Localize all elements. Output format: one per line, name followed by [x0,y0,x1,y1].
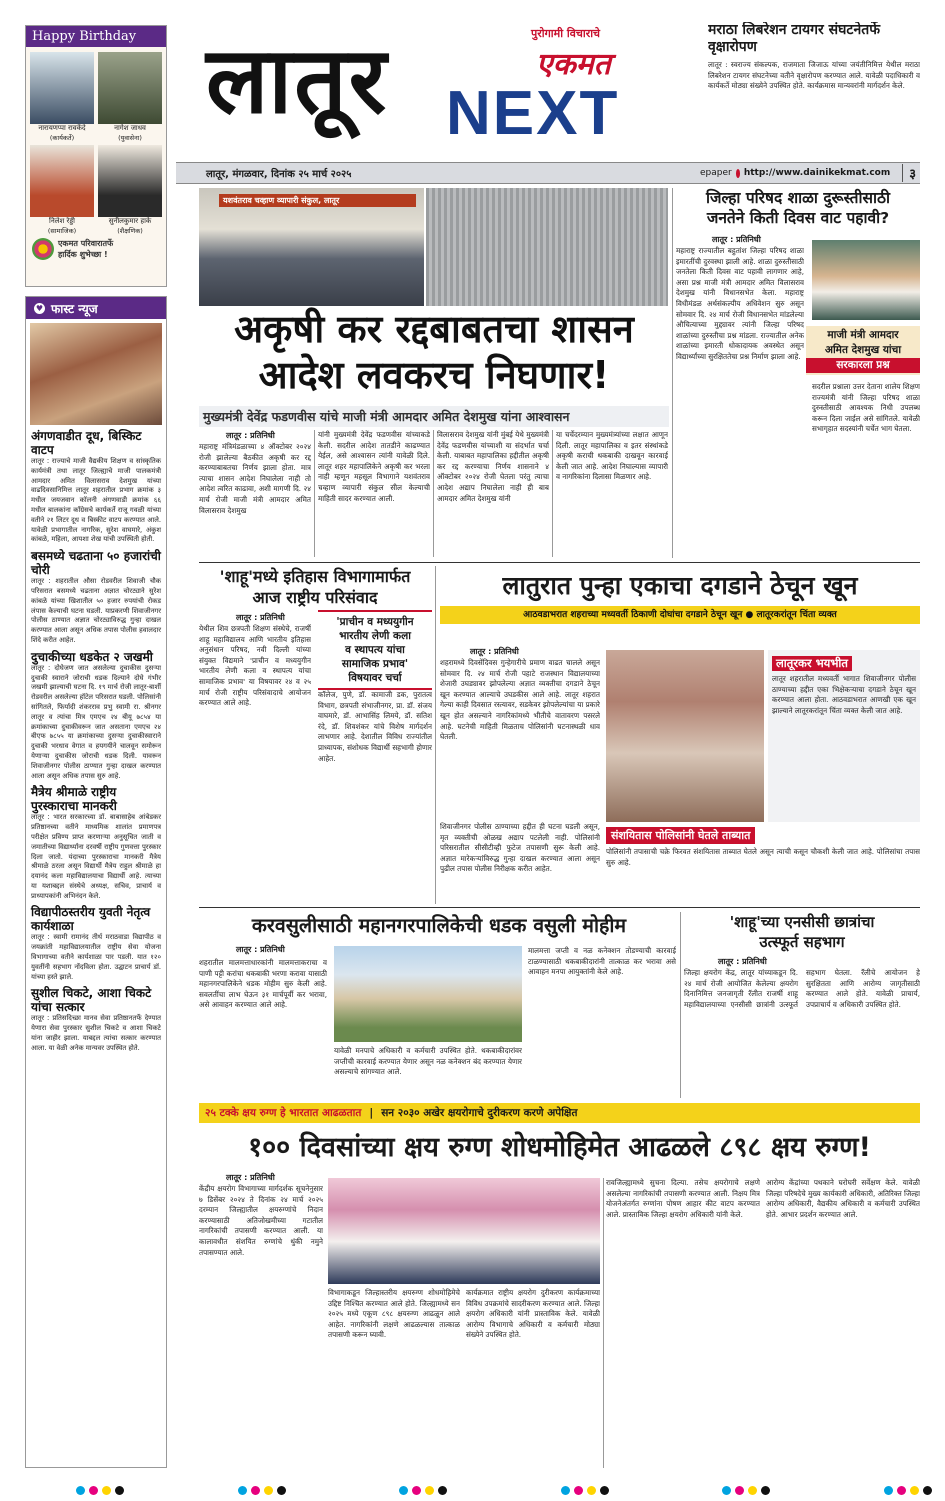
dateline-bar [176,162,700,184]
murder-col-2: शिवाजीनगर पोलीस ठाण्याच्या हद्दीत ही घटना घडली असून, मृत व्यक्तीची ओळख अद्याप पटलेली नाही. पोलिसांनी परिसरातील सीसीटीव्ही फुटेज तपासणी सुरू केली आहे. अज्ञात मारेकऱ्यांविरुद्ध गुन्हा दाखल करण्यात आला असून पुढील तपास पोलीस निरीक्षक करीत आहेत. [440,822,600,874]
birthday-person: निलेश रेड्डी (सामाजिक) [30,145,94,235]
page-number: ३ [902,164,916,182]
tb-col-1: केंद्रीय क्षयरोग विभागाच्या मार्गदर्शक सूचनेनुसार ७ डिसेंबर २०२४ ते दिनांक २४ मार्च २०२५ दरम्यान जिल्ह्यातील क्षयरुग्णांचे निदान करण्यासाठी अतिजोखमीच्या गटातील नागरिकांची तपासणी करण्यात आली. या कालावधीत संशयित रुग्णांचे थुंकी नमुने तपासण्यात आले. [199,1184,323,1257]
fast-news-label-bar [26,297,166,319]
person-photo [30,145,94,217]
birthday-person: नागेश जाधव (युवासेना) [98,52,162,142]
birthday-title: Happy Birthday [26,26,166,47]
person-photo [98,52,162,124]
lead-col-2: यांनी मुख्यमंत्री देवेंद्र फडणवीस यांच्याकडे केली. सदरील आदेश तातडीने काढण्यात येईल, असे आश्वासन त्यांनी यावेळी दिले. लातूर शहर महापालिकेने अकृषी कर भरला नाही म्हणून महसूल विभागाने यशवंतराव चव्हाण व्यापारी संकुल सील केल्याची माहिती सादर करण्यात आली. [318,430,430,503]
epaper-label: epaper [700,168,732,178]
tb-strap [199,1103,920,1123]
person-photo [98,145,162,217]
birthday-box: Happy Birthday नारायणप्पा रावकेंदे (कार्यकर्ते) नागेश जाधव (युवासेना) निलेश रेड्डी (सामाजिक) सुनीलकुमार हाके (शैक्षणिक) एकमत परिवारातर्फे हार्दिक शुभेच्छा ! [25,25,167,287]
masthead [176,22,701,162]
tb-event-photo [328,1178,600,1284]
murder-scene-photo [606,650,764,822]
suspects-box [606,824,920,902]
lead-photo-caption: यशवंतराव चव्हाण व्यापारी संकुल, लातूर [219,194,416,207]
suspects-headline: संशयितास पोलिसांनी घेतले ताब्यात [606,827,755,844]
tb-headline: १०० दिवसांच्या क्षय रुग्ण शोधमोहिमेत आढळले ८९८ क्षय रुग्ण! [248,1132,871,1163]
lead-photo-shop [426,188,668,306]
strap-divider: | [369,1107,374,1119]
lead-byline: लातूर : प्रतिनिधी [226,431,275,440]
ncc-headline: 'शाहू'च्या एनसीसी छात्रांचा उत्स्फूर्त सहभाग [729,913,875,951]
side-box-headline: लातूरकर भयभीत [772,656,852,671]
tax-col-3: मालमत्ता जप्ती व नळ कनेक्शन तोडण्याची कारवाई टाळण्यासाठी थकबाकीदारांनी तात्काळ कर भरावा असे आवाहन मनपा आयुक्तांनी केले आहे. [528,946,676,977]
shahu-seminar-col-2: कॉलेज, पुणे, डॉ. कामाजी डक, पुरातत्व विभाग, छत्रपती संभाजीनगर, प्रा. डॉ. संजय वाघमारे, डॉ. आभासिंह लिमये, डॉ. सतिश रंदे, डॉ. शिवशंकर यांचे विशेष मार्गदर्शन लाभणार आहे. देशातील विविध राज्यांतील प्राध्यापक, संशोधक विद्यार्थी सहभागी होणार आहेत. [318,690,432,763]
masthead-brand: एकमत [536,47,611,82]
fast-news-column [25,296,167,1468]
fast-news-body: लातूर : दोघेजण जात असलेल्या दुचाकीस दुसऱ्या दुचाकी स्वाराने जोराची धडक दिल्याने दोघे गंभीर जखमी झाल्याची घटना दि. १९ मार्च रोजी लातूर-बार्शी रोडवरील असलेल्या हॉटेल परिसरात घडली. पोलिसांनी सांगितले, फिर्यादी शंकरराव प्रभु स्वामी रा. श्रीनगर लातूर व त्यांचा मित्र एमएच २४ बीयू ७८५४ या क्रमांकाच्या दुचाकीवरून जात असताना एमएच २४ बीएफ ७८५५ या क्रमांकाच्या दुसऱ्या दुचाकीस्वाराने दुचाकी भरधाव वेगात व हयगयीने चालवून समोरून येणाऱ्या दुचाकीस जोराची धडक दिली. यावरून शिवाजीनगर पोलीस ठाण्यात गुन्हा दाखल करण्यात आला असून अधिक तपास सुरु आहे. [31,663,161,780]
lead-col-3: विलासराव देशमुख यांनी मुंबई येथे मुख्यमंत्री देवेंद्र फडणवीस यांच्याशी या संदर्भात चर्चा केली. याबाबत महापालिका हद्दीतील अकृषी कर रद्द करण्याचा निर्णय शासनाने ४ ऑक्टोबर २०२४ रोजी घेतला परंतु त्याचा आदेश अद्याप निघालेला नाही ही बाब आमदार अमित देशमुख यांनी [437,430,549,503]
heart-icon: ♥ [35,303,44,313]
zp-body-col-2: सदरील प्रश्नाला उत्तर देताना शालेय शिक्षण राज्यमंत्री यांनी जिल्हा परिषद शाळा दुरुस्तीसाठी आवश्यक निधी उपलब्ध करून दिला जाईल असे सांगितले. यावेळी सभागृहात सदस्यांनी चर्चेत भाग घेतला. [812,382,920,434]
lead-subhead: मुख्यमंत्री देवेंद्र फडणवीस यांचे माजी मंत्री आमदार अमित देशमुख यांना आश्वासन [199,406,669,427]
shahu-seminar-headline: 'शाहू'मध्ये इतिहास विभागामार्फत आज राष्ट्रीय परिसंवाद [219,567,411,607]
amit-deshmukh-photo [812,240,920,320]
shahu-seminar-col-1: येथील शिव छत्रपती शिक्षण संस्थेचे, राजर्षी शाहू महाविद्यालय आणि भारतीय इतिहास अनुसंधान परिषद, नवी दिल्ली यांच्या संयुक्त विद्यमाने 'प्राचीन व मध्ययुगीन भारतीय लेणी कला व स्थापत्य यांचा सामाजिक प्रभाव' या विषयावर २४ व २५ मार्च रोजी राष्ट्रीय परिसंवादाचे आयोजन करण्यात आले आहे. [199,624,311,708]
murder-side-box [768,650,920,822]
tb-strap-left: २५ टक्के क्षय रुग्ण हे भारतात आढळतात [205,1107,362,1119]
fast-news-body: लातूर : राज्याचे माजी वैद्यकीय शिक्षण व सांस्कृतिक कार्यमंत्री तथा लातूर जिल्ह्याचे माजी पालकमंत्री आमदार अमित विलासराव देशमुख यांच्या वाढदिवसानिमित्त लातूर शहरातील प्रभाग क्रमांक ३ मधील जयजवान कॉलनी अंगणवाडी क्रमांक ६६ मधील बालकांना काँग्रेसचे कार्यकर्ते राजू गवळी यांच्या वतीने २१ लिटर दूध व बिस्कीट वाटप करण्यात आले. यावेळी प्रभागातील नागरिक, सुरेश वाघमारे, अंकुश कांबळे, महिला, आयशा शेख यांची उपस्थिती होती. [31,457,161,544]
lead-col-4: या चर्चेदरम्यान मुख्यमंत्र्यांच्या लक्षात आणून दिली. लातूर महापालिका व इतर संस्थांकडे अकृषी कराची थकबाकी दाखवून कारवाई केली जात आहे. आदेश निघाल्यास व्यापारी व नागरिकांना दिलासा मिळणार आहे. [556,430,668,482]
masthead-tagline: पुरोगामी विचाराचे [531,27,601,40]
birthday-person: नारायणप्पा रावकेंदे (कार्यकर्ते) [30,52,94,142]
zp-headline: जिल्हा परिषद शाळा दुरूस्तीसाठी जनतेने किती दिवस वाट पहावी? [706,189,890,227]
lead-photo-group [199,188,424,306]
fast-news-headline: सुशील चिकटे, आशा चिकटे यांचा सत्कार [31,986,152,1015]
lead-col-1: महाराष्ट्र मंत्रिमंडळाच्या ४ ऑक्टोबर २०२४ रोजी झालेल्या बैठकीत अकृषी कर रद्द करण्याबाबतचा निर्णय झाला होता. मात्र त्याचा शासन आदेश निघालेला नाही तो आदेश त्वरित काढावा, अशी मागणी दि. २४ मार्च रोजी माजी मंत्री आमदार अमित विलासराव देशमुख [199,442,311,515]
murder-byline: लातूर : प्रतिनिधी [470,647,519,656]
masthead-title: लातूर [206,27,389,134]
fast-news-headline: अंगणवाडीत दूध, बिस्किट वाटप [31,429,142,457]
fast-news-headline: विद्यापीठस्तरीय युवती नेतृत्व कार्यशाळा [31,905,151,934]
story-body: लातूर : स्वराज्य संकल्पक, राजमाता जिजाऊ यांच्या जयंतीनिमित्त येथील मराठा लिबरेशन टायगर संघटनेच्या वतीने वृक्षारोपण करण्यात आले. यावेळी पदाधिकारी व कार्यकर्ते मोठ्या संख्येने उपस्थित होते. कार्यक्रमास मान्यवरांनी मार्गदर्शन केले. [708,60,920,91]
globe-icon [736,169,740,178]
dateline: लातूर, मंगळवार, दिनांक २५ मार्च २०२५ [206,169,352,180]
municipal-building-photo [334,946,522,1042]
fast-news-body: लातूर : भारत सरकारच्या डॉ. बाबासाहेब आंबेडकर प्रतिष्ठानच्या वतीने माध्यमिक शालांत प्रमाणपत्र परीक्षेत प्रविण्य प्राप्त करणाऱ्या अनुसूचित जाती व जमातीच्या विद्यार्थ्यांना दरवर्षी राष्ट्रीय गुणवत्ता पुरस्कार दिला जातो. यंदाच्या पुरस्काराचा मानकरी मैत्रेय श्रीमाळे ठरला असून विद्यार्थी मैत्रेय राहुल श्रीमाळे हा दयानंद कला महाविद्यालयाचा विद्यार्थी आहे. त्याच्या या यशाबद्दल संस्थेचे अध्यक्ष, सचिव, प्राचार्य व प्राध्यापकांनी अभिनंदन केले. [31,813,161,900]
tax-byline: लातूर : प्रतिनिधी [236,945,285,954]
registration-marks [74,1480,934,1499]
person-photo [30,52,94,124]
tb-col-5: आरोग्य केंद्रांच्या पथकाने घरोघरी सर्वेक्षण केले. यावेळी जिल्हा परिषदेचे मुख्य कार्यकारी अधिकारी, अतिरिक्त जिल्हा आरोग्य अधिकारी, वैद्यकीय अधिकारी व कर्मचारी उपस्थित होते. आभार प्रदर्शन करण्यात आले. [766,1178,920,1219]
tax-col-2: यावेळी मनपाचे अधिकारी व कर्मचारी उपस्थित होते. थकबाकीदारांवर जप्तीची कारवाई करण्यात येणार असून नळ कनेक्शन बंद करण्यात येणार असल्याचे सांगण्यात आले. [334,1046,522,1077]
story-headline: मराठा लिबरेशन टायगर संघटनेतर्फे वृक्षारोपण [708,22,880,55]
tb-strap-right: सन २०३० अखेर क्षयरोगाचे दुरीकरण करणे अपेक्षित [381,1107,578,1119]
suspects-body: पोलिसांनी तपासाची चक्रे फिरवत संशयितास ताब्यात घेतले असून त्याची कसून चौकशी केली जात आहे. पोलिसांचा तपास सुरु आहे. [606,847,920,867]
zp-photo-caption: माजी मंत्री आमदार अमित देशमुख यांचा सरकारला प्रश्न [806,326,920,375]
masthead-next: NEXT [446,79,620,148]
flower-bouquet-icon [32,238,54,260]
tb-col-4: रावजिल्ह्यामध्ये सुचना दिल्या. तसेच क्षयरोगाचे लक्षणे असलेल्या नागरिकांची तपासणी करण्यात आली. निक्षय मित्र योजनेअंतर्गत रुग्णांना पोषण आहार कीट वाटप करण्यात आले. प्रास्ताविक जिल्हा क्षयरोग अधिकारी यांनी केले. [606,1178,760,1219]
fast-news-headline: दुचाकीच्या धडकेत २ जखमी [31,649,153,664]
epaper-link[interactable]: http://www.dainikekmat.com [743,168,891,178]
side-box-body: लातूर शहरातील मध्यवर्ती भागात शिवाजीनगर पोलीस ठाण्याच्या हद्दीत एका भिक्षेकऱ्याचा दगडाने ठेचून खून करण्यात आला होता. आठवडाभरात आणखी एक खून झाल्याने लातूरकरांतून चिंता व्यक्त केली जात आहे. [772,674,916,715]
shahu-seminar-byline: लातूर : प्रतिनिधी [236,613,285,622]
murder-col-1: शहरामध्ये दिवसेंदिवस गुन्हेगारीचे प्रमाण वाढत चालले असून सोमवार दि. २४ मार्च रोजी पहाटे राजस्थान विद्यालयाच्या शेजारी उघड्यावर झोपलेल्या अज्ञात व्यक्तीचा दगडाने ठेचून खून करण्यात आल्याचे उघडकीस आले आहे. लातूर शहरात गेल्या काही दिवसात रस्त्यावर, सडकेवर झोपलेल्यांचा या प्रकारे खून होत असल्याने नागरिकांमध्ये भीतीचे वातावरण पसरले आहे. घटनेची माहिती मिळताच पोलिसांनी घटनास्थळी धाव घेतली. [440,658,600,742]
fast-news-body: लातूर : प्रतिसदिच्छा मानव सेवा प्रतिष्ठानतर्फे देण्यात येणारा सेवा पुरस्कार सुशील चिकटे व आशा चिकटे यांना जाहीर झाला. याबद्दल त्यांचा सत्कार करण्यात आला. या वेळी अनेक मान्यवर उपस्थित होते. [31,1014,161,1052]
fast-news-body: लातूर : शहरातील औसा रोडवरील शिवाजी चौक परिसरात बसमध्ये चढताना अज्ञात चोरट्याने सुरेश कांबळे यांच्या खिशातील ५० हजार रुपयांची रोकड लंपास केल्याची घटना घडली. याप्रकरणी शिवाजीनगर पोलीस ठाण्यात अज्ञात चोरट्याविरुद्ध गुन्हा दाखल करण्यात आला असून अधिक तपास पोलीस हवालदार शिंदे करीत आहेत. [31,577,161,644]
tb-col-3: कार्यक्रमात राष्ट्रीय क्षयरोग दुरीकरण कार्यक्रमाच्या विविध उपक्रमांचे सादरीकरण करण्यात आले. जिल्हा क्षयरोग अधिकारी यांनी प्रास्ताविक केले. यावेळी आरोग्य विभागाचे अधिकारी व कर्मचारी मोठ्या संख्येने उपस्थित होते. [466,1288,600,1340]
liberation-tiger-story [708,22,920,160]
murder-headline: लातुरात पुन्हा एकाचा दगडाने ठेचून खून [502,571,858,600]
fast-news-body: लातूर : स्वामी रामानंद तीर्थ मराठवाडा विद्यापीठ व जयक्रांती महाविद्यालयातील राष्ट्रीय सेवा योजना विभागाच्या वतीने कार्यशाळा पार पडली. यात १२० युवतींनी सहभाग नोंदविला होता. उद्घाटन प्राचार्य डॉ. यांच्या हस्ते झाले. [31,933,161,981]
tb-byline: लातूर : प्रतिनिधी [226,1173,275,1182]
fast-news-headline: मैत्रेय श्रीमाळे राष्ट्रीय पुरस्काराचा मानकरी [31,785,117,814]
tax-col-1: शहरातील मालमत्ताधारकांनी मालमत्ताकराचा व पाणी पट्टी करांचा थकबाकी भरणा करावा यासाठी महानगरपालिकेने धडक मोहीम सुरु केली आहे. सवलतींचा लाभ घेऊन ३१ मार्चपूर्वी कर भरावा, असे आवाहन करण्यात आले आहे. [199,958,327,1010]
zp-body-col-1: महाराष्ट्र राज्यातील बहुतांश जिल्हा परिषद शाळा इमारतींची दुरवस्था झाली आहे. शाळा दुरुस्तीसाठी जनतेला किती दिवस वाट पहावी लागणार आहे, असा प्रश्न माजी मंत्री आमदार अमित विलासराव देशमुख यांनी विधानसभेत केला. महाराष्ट्र विधीमंडळ अर्थसंकल्पीय अधिवेशन सुरु असून सोमवार दि. २४ मार्च रोजी विधानसभेत मांडलेल्या औचित्याच्या मुद्द्यावर त्यांनी जिल्हा परिषद शाळांच्या दुरुस्तीचा प्रश्न मांडला. राज्यातील अनेक शाळांच्या इमारती धोकादायक अवस्थेत असून विद्यार्थ्यांच्या सुरक्षिततेचा प्रश्न निर्माण झाला आहे. [676,246,804,361]
tb-col-2: विभागाकडून जिल्हास्तरीय क्षयरुग्ण शोधमोहिमेचे उद्दिष्ट निश्चित करण्यात आले होते. जिल्ह्यामध्ये सन २०२५ मध्ये एकूण ८९८ क्षयरुग्ण आढळून आले आहेत. नागरिकांनी लक्षणे आढळल्यास तात्काळ तपासणी करून घ्यावी. [328,1288,460,1340]
ncc-body: जिल्हा क्षयरोग केंद्र, लातूर यांच्याकडून दि. २४ मार्च रोजी आयोजित केलेल्या क्षयरोग दिनानिमित्त जनजागृती रॅलीत राजर्षी शाहू महाविद्यालयाच्या एनसीसी छात्रांनी उत्स्फूर्त सहभाग घेतला. रॅलीचे आयोजन हे सुरक्षितता आणि आरोग्य जागृतीसाठी करण्यात आले होते. यावेळी प्राचार्य, उपप्राचार्य व अधिकारी उपस्थित होते. [684,968,920,1009]
fast-news-headline: बसमध्ये चढताना ५० हजारांची चोरी [31,549,161,578]
anganwadi-photo [30,323,162,425]
epaper-bar [700,162,920,184]
zp-byline: लातूर : प्रतिनिधी [712,235,761,244]
birthday-person: सुनीलकुमार हाके (शैक्षणिक) [98,145,162,235]
tax-headline: करवसुलीसाठी महानगरपालिकेची धडक वसुली मोहीम [251,914,627,937]
fast-news-label: फास्ट न्यूज [51,301,98,316]
lead-headline: अकृषी कर रद्दबाबतचा शासन आदेश लवकरच निघणार! [234,307,634,397]
murder-strap: आठवडाभरात शहराच्या मध्यवर्ती ठिकाणी दोघांचा दगडाने ठेचून खून ● लातूरकरांतून चिंता व्यक्त [440,606,920,624]
shahu-seminar-pullquote: 'प्राचीन व मध्ययुगीन भारतीय लेणी कला व स्थापत्य यांचा सामाजिक प्रभाव' विषयावर चर्चा [318,610,432,690]
ncc-byline: लातूर : प्रतिनिधी [718,957,767,966]
